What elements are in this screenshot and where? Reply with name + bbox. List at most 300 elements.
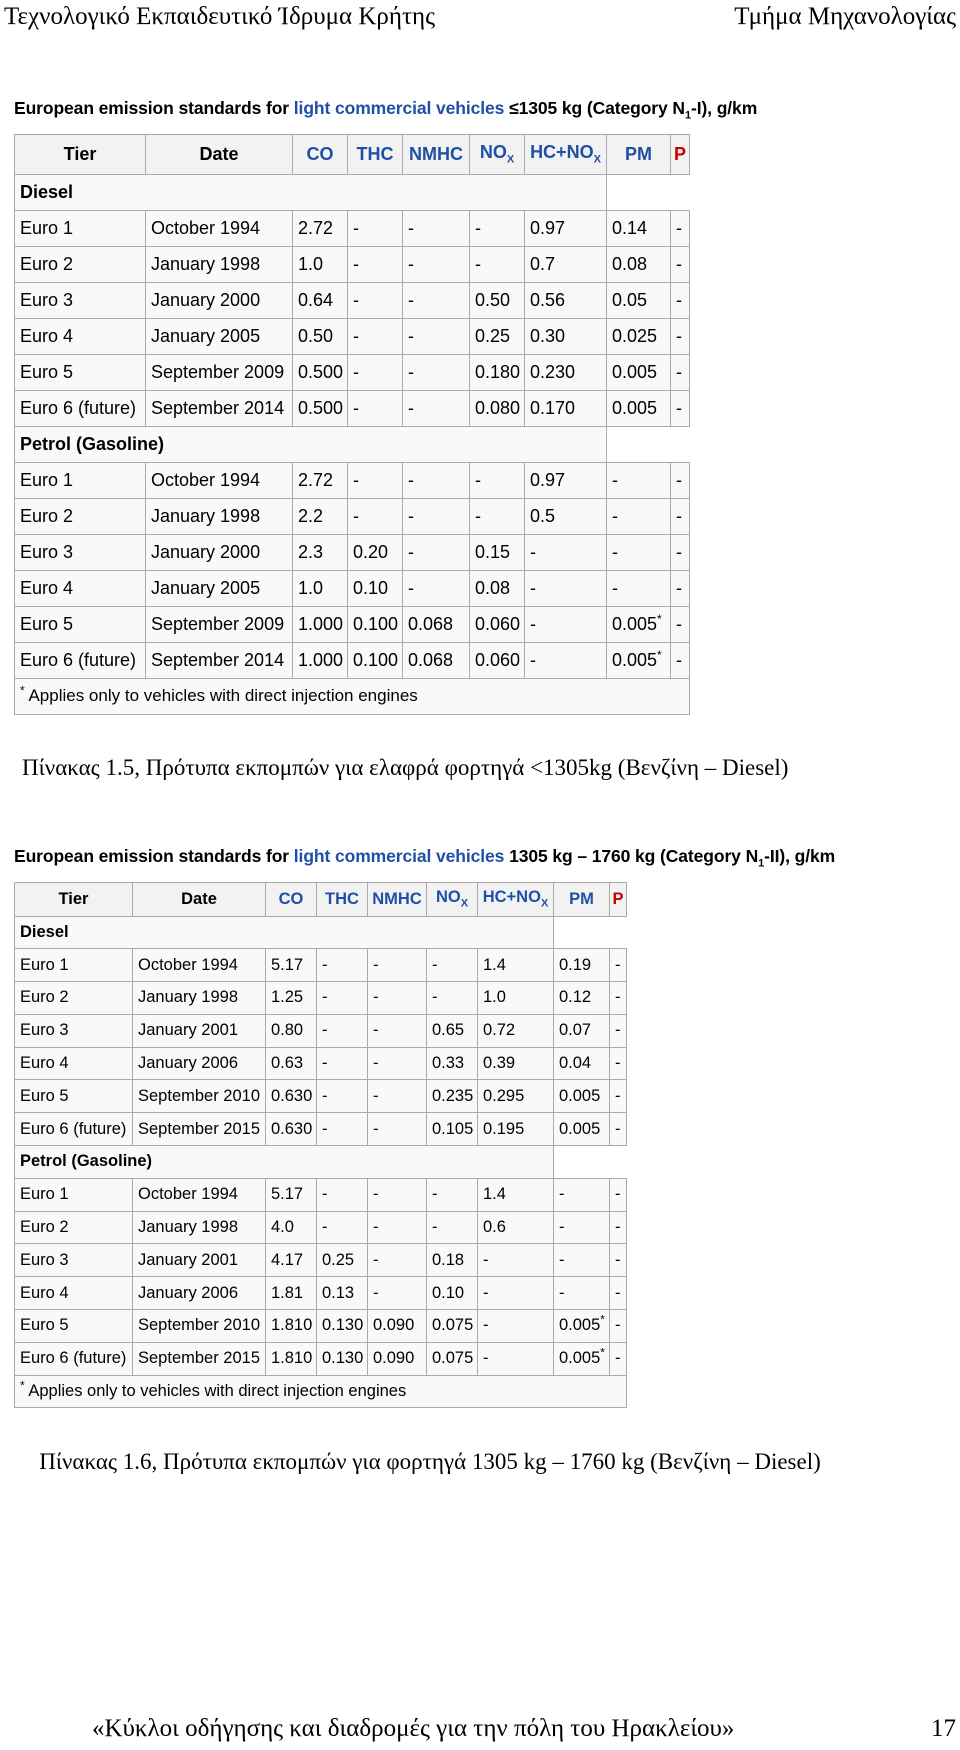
footnote-marker: * (20, 683, 25, 698)
table-cell: - (671, 282, 690, 318)
table-cell: Euro 6 (future) (15, 390, 146, 426)
table-cell: 0.080 (470, 390, 525, 426)
table-cell: 0.068 (403, 606, 470, 642)
table-cell: - (607, 462, 671, 498)
table-cell (607, 642, 671, 678)
table-cell: - (403, 570, 470, 606)
table-cell: Euro 5 (15, 354, 146, 390)
table-cell: January 2005 (146, 318, 293, 354)
table2-grid (14, 882, 627, 1409)
table1-title-link[interactable]: light commercial vehicles (293, 98, 505, 118)
table-cell: 1.0 (293, 246, 348, 282)
table-cell: 0.025 (607, 318, 671, 354)
column-header: Date (146, 134, 293, 174)
table-cell (554, 1310, 610, 1343)
column-header-subscript: X (593, 153, 601, 166)
table-cell: - (317, 1113, 368, 1146)
table-cell: - (368, 1277, 427, 1310)
page-header (0, 0, 960, 36)
table-cell: - (610, 982, 627, 1015)
section-filler (607, 426, 690, 462)
table-cell: - (671, 462, 690, 498)
table-cell: - (470, 498, 525, 534)
column-header-subscript: X (540, 897, 549, 910)
table-cell: 0.30 (525, 318, 607, 354)
table-cell: 0.060 (470, 642, 525, 678)
table-cell: 0.63 (266, 1047, 317, 1080)
table-cell: 0.090 (368, 1310, 427, 1343)
table-cell: 0.180 (470, 354, 525, 390)
table-cell: 0.10 (348, 570, 403, 606)
table-cell: - (317, 1211, 368, 1244)
table-cell: - (478, 1342, 554, 1375)
table-cell: - (478, 1244, 554, 1277)
column-header: Tier (15, 134, 146, 174)
table-cell: 0.500 (293, 354, 348, 390)
table-cell: - (478, 1310, 554, 1343)
table-cell: 0.80 (266, 1014, 317, 1047)
table-cell: Euro 6 (future) (15, 642, 146, 678)
table-cell: 1.000 (293, 606, 348, 642)
table-cell: - (607, 570, 671, 606)
table-cell: 0.075 (427, 1342, 478, 1375)
table-cell: - (348, 462, 403, 498)
table-cell: 0.100 (348, 606, 403, 642)
table-cell: 0.195 (478, 1113, 554, 1146)
table-cell: 0.500 (293, 390, 348, 426)
table1-caption: Πίνακας 1.5, Πρότυπα εκπομπών για ελαφρά φορτηγά <1305kg (Βενζίνη – Diesel) (22, 755, 789, 780)
table-cell: - (427, 1178, 478, 1211)
table-row (15, 462, 690, 498)
section-filler (554, 1146, 627, 1179)
column-header-subscript: X (460, 897, 469, 910)
table-cell: - (610, 1244, 627, 1277)
table-cell: - (403, 282, 470, 318)
table-cell: 0.630 (266, 1113, 317, 1146)
footnote-text: Applies only to vehicles with direct injection engines (24, 1382, 407, 1401)
table-cell: 0.25 (317, 1244, 368, 1277)
column-header[interactable]: $NO_X$ (427, 882, 478, 916)
table-cell: - (671, 498, 690, 534)
table-cell: - (368, 982, 427, 1015)
table-cell: 5.17 (266, 949, 317, 982)
table-cell: Euro 1 (15, 462, 146, 498)
table-cell: September 2010 (133, 1310, 266, 1343)
column-header: Tier (15, 882, 133, 916)
cell-value: 0.005 (559, 1349, 601, 1368)
table-cell: January 1998 (146, 498, 293, 534)
table-cell: Euro 5 (15, 606, 146, 642)
table-cell: - (470, 462, 525, 498)
column-header: Date (133, 882, 266, 916)
column-header[interactable]: NMHC (368, 882, 427, 916)
table-cell: - (317, 1080, 368, 1113)
table-row (15, 982, 627, 1015)
table-cell: 1.000 (293, 642, 348, 678)
table-cell: 0.5 (525, 498, 607, 534)
table-cell: - (671, 642, 690, 678)
table-cell: 0.630 (266, 1080, 317, 1113)
table1-grid (14, 134, 690, 715)
table-cell: 0.14 (607, 210, 671, 246)
table-cell: 0.295 (478, 1080, 554, 1113)
table-cell: - (403, 246, 470, 282)
table-cell: - (368, 1211, 427, 1244)
table-cell: - (403, 534, 470, 570)
table-cell: 1.810 (266, 1310, 317, 1343)
column-header[interactable]: $HC+NO_X$ (478, 882, 554, 916)
table-row (15, 949, 627, 982)
table-cell: 0.97 (525, 462, 607, 498)
table-cell: - (478, 1277, 554, 1310)
section-row (15, 916, 627, 949)
table2-title: European emission standards for light commercial vehicles 1305 kg – 1760 kg (Category $N_1-II$), g/km (14, 846, 836, 870)
table-row (15, 1113, 627, 1146)
table-cell: - (317, 949, 368, 982)
table-cell: - (671, 354, 690, 390)
table-cell: - (610, 1113, 627, 1146)
table2-caption: Πίνακας 1.6, Πρότυπα εκπομπών για φορτηγά 1305 kg – 1760 kg (Βενζίνη – Diesel) (39, 1449, 821, 1474)
table-cell: 0.130 (317, 1342, 368, 1375)
table-cell: 0.33 (427, 1047, 478, 1080)
footnote-marker: * (600, 1345, 605, 1360)
table-cell: January 1998 (133, 1211, 266, 1244)
table-cell: January 2000 (146, 534, 293, 570)
table-cell: 0.130 (317, 1310, 368, 1343)
table-cell: - (368, 1113, 427, 1146)
table-cell: - (368, 1178, 427, 1211)
table-cell: - (671, 534, 690, 570)
table-cell: 0.19 (554, 949, 610, 982)
table-row (15, 1211, 627, 1244)
table-cell: Euro 4 (15, 1277, 133, 1310)
table-cell: - (607, 498, 671, 534)
table-cell: - (348, 246, 403, 282)
table-cell: 0.97 (525, 210, 607, 246)
table-cell: - (317, 1014, 368, 1047)
table-row (15, 642, 690, 678)
section-label: Petrol (Gasoline) (15, 426, 607, 462)
table-row (15, 390, 690, 426)
section-label: Petrol (Gasoline) (15, 1146, 554, 1179)
table-cell: Euro 2 (15, 1211, 133, 1244)
table-cell: - (348, 354, 403, 390)
table-cell: 5.17 (266, 1178, 317, 1211)
table-row (15, 282, 690, 318)
table-cell: 0.15 (470, 534, 525, 570)
table-cell: 0.12 (554, 982, 610, 1015)
table-cell: - (470, 246, 525, 282)
table-cell: Euro 3 (15, 282, 146, 318)
cell-value: 0.005 (612, 649, 658, 670)
cell-value: 0.005 (559, 1316, 601, 1335)
table-cell: - (348, 498, 403, 534)
section-label: Diesel (15, 916, 554, 949)
table-row (15, 498, 690, 534)
table-cell: January 2005 (146, 570, 293, 606)
table-cell: 2.72 (293, 210, 348, 246)
table-cell: 0.230 (525, 354, 607, 390)
column-header[interactable]: P (671, 134, 690, 174)
table-cell: 2.72 (293, 462, 348, 498)
table-cell: Euro 3 (15, 534, 146, 570)
column-header[interactable]: P (610, 882, 627, 916)
table-cell: September 2009 (146, 354, 293, 390)
table-cell: 0.07 (554, 1014, 610, 1047)
table-cell: - (427, 982, 478, 1015)
table-cell: - (368, 1014, 427, 1047)
table-cell: - (671, 606, 690, 642)
table-row (15, 1310, 627, 1343)
table-cell: - (554, 1277, 610, 1310)
table-cell: - (610, 1178, 627, 1211)
table1-title: European emission standards for light commercial vehicles ≤1305 kg (Category $N_1-I$), g/km (14, 98, 758, 122)
table-cell: - (525, 642, 607, 678)
footnote-row (15, 1375, 627, 1408)
table-cell: - (403, 498, 470, 534)
column-header[interactable]: CO (293, 134, 348, 174)
table-cell: 0.04 (554, 1047, 610, 1080)
table-cell: - (317, 1047, 368, 1080)
column-header[interactable]: CO (266, 882, 317, 916)
table-cell: Euro 1 (15, 210, 146, 246)
table-cell: - (317, 1178, 368, 1211)
footnote-marker: * (657, 611, 662, 626)
table-row (15, 354, 690, 390)
table-cell: September 2009 (146, 606, 293, 642)
table-cell: Euro 3 (15, 1014, 133, 1047)
table-cell: Euro 6 (future) (15, 1342, 133, 1375)
table-cell: - (607, 534, 671, 570)
table-cell: - (554, 1178, 610, 1211)
table-cell: Euro 4 (15, 318, 146, 354)
table-cell: 0.068 (403, 642, 470, 678)
table-cell: 0.105 (427, 1113, 478, 1146)
table-row (15, 606, 690, 642)
table-cell: - (671, 210, 690, 246)
table-cell: 0.090 (368, 1342, 427, 1375)
table-row (15, 1244, 627, 1277)
column-header[interactable]: $NO_X$ (470, 134, 525, 174)
section-filler (554, 916, 627, 949)
department-name: Τμήμα Μηχανολογίας (734, 3, 956, 30)
table-cell: January 2001 (133, 1014, 266, 1047)
table-cell: - (525, 606, 607, 642)
section-row (15, 426, 690, 462)
footnote-marker: * (600, 1312, 605, 1327)
table-row (15, 1014, 627, 1047)
table-cell: Euro 3 (15, 1244, 133, 1277)
table-cell: 0.13 (317, 1277, 368, 1310)
table-cell (607, 606, 671, 642)
table-cell: September 2015 (133, 1113, 266, 1146)
table2-title-link[interactable]: light commercial vehicles (293, 846, 505, 866)
footnote-marker: * (20, 1378, 25, 1393)
table-cell: 0.08 (470, 570, 525, 606)
table-cell: 1.0 (293, 570, 348, 606)
section-label: Diesel (15, 174, 607, 210)
header-row (15, 134, 690, 174)
footnote-marker: * (657, 647, 662, 662)
table-cell: October 1994 (133, 949, 266, 982)
table-cell: 0.170 (525, 390, 607, 426)
table-cell: Euro 4 (15, 1047, 133, 1080)
table-row (15, 246, 690, 282)
table-cell: - (317, 982, 368, 1015)
column-header[interactable]: PM (554, 882, 610, 916)
table-cell: 1.4 (478, 949, 554, 982)
table-row (15, 1277, 627, 1310)
table-cell: 0.25 (470, 318, 525, 354)
table-cell: Euro 2 (15, 246, 146, 282)
table-cell: 0.56 (525, 282, 607, 318)
table-cell: 0.50 (293, 318, 348, 354)
section-row (15, 174, 690, 210)
table-cell: 1.4 (478, 1178, 554, 1211)
table-cell: - (610, 1014, 627, 1047)
table-row (15, 1342, 627, 1375)
table-cell: - (610, 1310, 627, 1343)
table-cell: - (368, 1047, 427, 1080)
table-cell: 0.72 (478, 1014, 554, 1047)
table-cell: - (368, 1244, 427, 1277)
table-cell: 2.3 (293, 534, 348, 570)
table-cell: 0.005 (607, 354, 671, 390)
table-row (15, 1080, 627, 1113)
table-cell: October 1994 (146, 210, 293, 246)
table-cell: 4.0 (266, 1211, 317, 1244)
table-cell: 0.6 (478, 1211, 554, 1244)
table-cell: October 1994 (133, 1178, 266, 1211)
table-cell: - (403, 390, 470, 426)
table-cell: Euro 5 (15, 1080, 133, 1113)
page-number: 17 (931, 1715, 956, 1742)
column-header-subscript: X (506, 153, 515, 166)
table-cell: 0.060 (470, 606, 525, 642)
column-header[interactable]: $HC+NO_X$ (525, 134, 607, 174)
table-cell: January 1998 (133, 982, 266, 1015)
table-cell: - (610, 1277, 627, 1310)
table-cell: - (610, 1342, 627, 1375)
table-cell: 0.20 (348, 534, 403, 570)
table-cell: January 2001 (133, 1244, 266, 1277)
table-cell: Euro 2 (15, 982, 133, 1015)
header-row (15, 882, 627, 916)
table-cell: - (427, 949, 478, 982)
table-cell: January 2006 (133, 1277, 266, 1310)
table-cell: January 1998 (146, 246, 293, 282)
table-cell: 1.810 (266, 1342, 317, 1375)
document-title: «Κύκλοι οδήγησης και διαδρομές για την πόλη του Ηρακλείου» (92, 1715, 735, 1742)
table-cell: 0.100 (348, 642, 403, 678)
footnote (15, 1375, 627, 1408)
table-row (15, 210, 690, 246)
table-cell: - (610, 1080, 627, 1113)
table-cell: Euro 6 (future) (15, 1113, 133, 1146)
table-cell: 2.2 (293, 498, 348, 534)
table-cell: January 2000 (146, 282, 293, 318)
table-cell: 0.235 (427, 1080, 478, 1113)
table-cell: - (671, 390, 690, 426)
table-cell: - (610, 1047, 627, 1080)
table-row (15, 1178, 627, 1211)
table-cell: September 2015 (133, 1342, 266, 1375)
table-cell: September 2014 (146, 390, 293, 426)
table-cell: 4.17 (266, 1244, 317, 1277)
table-cell: September 2010 (133, 1080, 266, 1113)
table-cell: - (368, 949, 427, 982)
table-cell: - (348, 282, 403, 318)
table-cell: 0.50 (470, 282, 525, 318)
table-row (15, 534, 690, 570)
table-cell: - (427, 1211, 478, 1244)
column-header[interactable]: PM (607, 134, 671, 174)
table-cell: - (610, 949, 627, 982)
column-header[interactable]: THC (348, 134, 403, 174)
table-cell: 0.10 (427, 1277, 478, 1310)
table-cell: 0.005 (554, 1080, 610, 1113)
table-cell: - (348, 390, 403, 426)
table-row (15, 318, 690, 354)
table-cell: September 2014 (146, 642, 293, 678)
emission-table-n1-i (14, 98, 757, 715)
institution-name: Τεχνολογικό Εκπαιδευτικό Ίδρυμα Κρήτης (4, 3, 435, 30)
column-header[interactable]: NMHC (403, 134, 470, 174)
table-cell: 0.08 (607, 246, 671, 282)
table-cell: - (470, 210, 525, 246)
table-row (15, 1047, 627, 1080)
table-cell: - (348, 318, 403, 354)
table-cell: - (554, 1244, 610, 1277)
table-cell: Euro 1 (15, 949, 133, 982)
table-cell: Euro 1 (15, 1178, 133, 1211)
table-cell: - (403, 210, 470, 246)
table-cell: - (554, 1211, 610, 1244)
table-cell: - (610, 1211, 627, 1244)
table-cell: Euro 2 (15, 498, 146, 534)
table-cell: October 1994 (146, 462, 293, 498)
table-cell (554, 1342, 610, 1375)
table-cell: 0.7 (525, 246, 607, 282)
footnote-text: Applies only to vehicles with direct injection engines (24, 686, 418, 705)
table-cell: 1.0 (478, 982, 554, 1015)
table-cell: 0.005 (554, 1113, 610, 1146)
table-cell: - (368, 1080, 427, 1113)
table-cell: 0.39 (478, 1047, 554, 1080)
section-row (15, 1146, 627, 1179)
table-cell: Euro 4 (15, 570, 146, 606)
table-cell: - (348, 210, 403, 246)
table-cell: 0.65 (427, 1014, 478, 1047)
section-filler (607, 174, 690, 210)
column-header[interactable]: THC (317, 882, 368, 916)
table-cell: - (671, 246, 690, 282)
table-cell: January 2006 (133, 1047, 266, 1080)
table-cell: 1.81 (266, 1277, 317, 1310)
table-cell: 1.25 (266, 982, 317, 1015)
emission-table-n1-ii (14, 846, 835, 1408)
table-cell: 0.18 (427, 1244, 478, 1277)
table-cell: - (671, 570, 690, 606)
table-cell: - (403, 354, 470, 390)
table-cell: 0.05 (607, 282, 671, 318)
table-row (15, 570, 690, 606)
table-cell: 0.64 (293, 282, 348, 318)
footnote (15, 678, 690, 714)
table-cell: 0.075 (427, 1310, 478, 1343)
table-cell: - (671, 318, 690, 354)
table-cell: - (525, 570, 607, 606)
